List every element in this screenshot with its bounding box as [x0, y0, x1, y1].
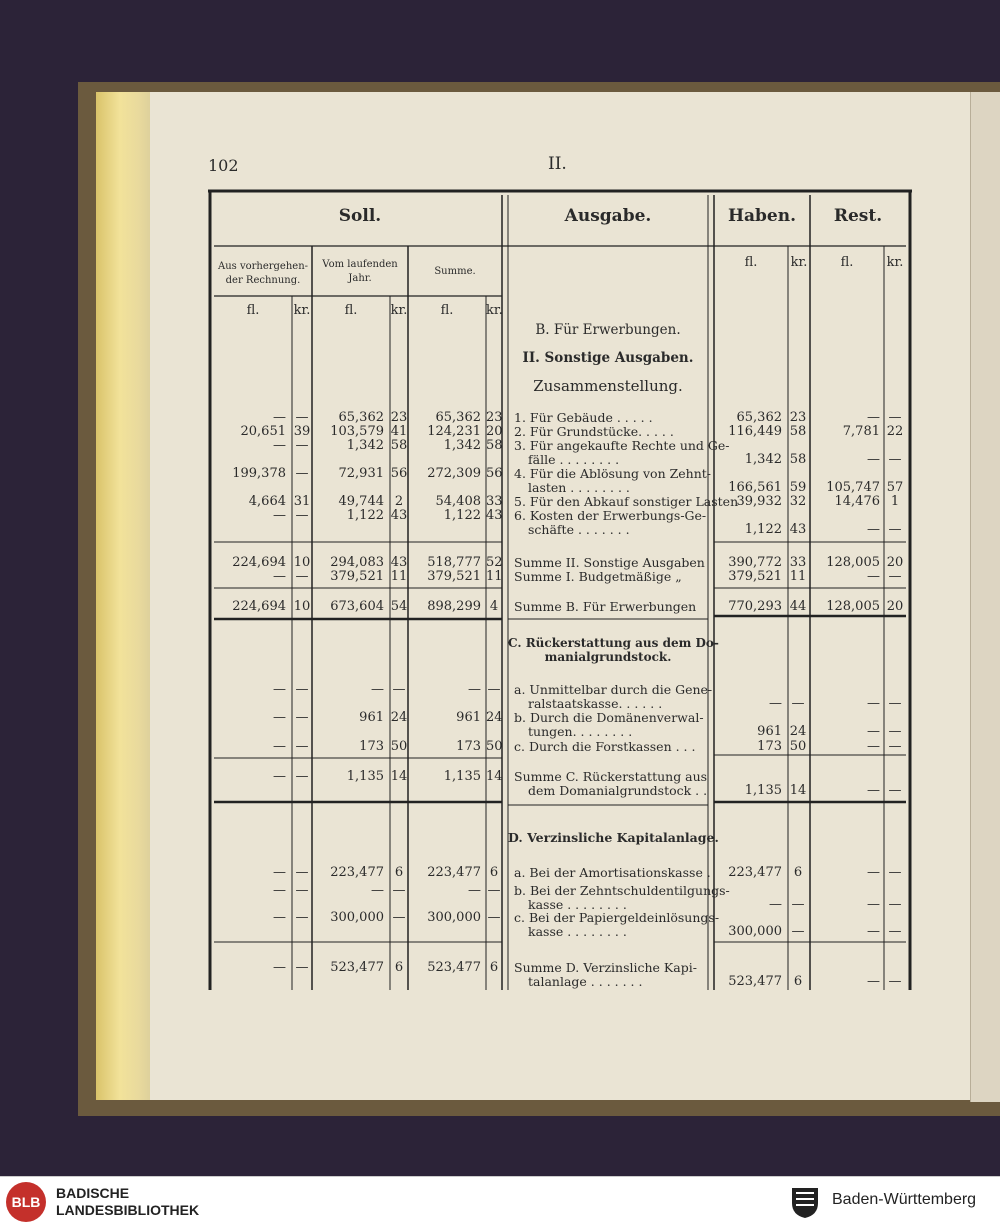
- cell-haben-kr: 6: [793, 865, 803, 880]
- cell-haben-fl: 1,122: [744, 522, 782, 537]
- cell-sum-kr: 43: [486, 508, 503, 523]
- cell-sum-fl: 173: [456, 739, 481, 754]
- cell-sum-kr: 4: [489, 599, 499, 614]
- cell-sum-kr: 14: [486, 769, 503, 784]
- cell-rest-kr: —: [888, 724, 902, 739]
- cell-cur-kr: 14: [390, 769, 408, 784]
- cell-cur-fl: —: [371, 682, 384, 697]
- cell-rest-kr: —: [888, 410, 902, 425]
- cell-prev-kr: —: [295, 910, 309, 925]
- cell-sum-fl: 1,122: [443, 508, 481, 523]
- cell-rest-fl: —: [867, 410, 880, 425]
- cell-haben-kr: 32: [789, 494, 807, 509]
- cell-rest-fl: —: [867, 897, 880, 912]
- unit-kr: kr.: [293, 303, 311, 318]
- cell-prev-kr: 31: [293, 494, 311, 509]
- cell-prev-fl: 224,694: [232, 555, 286, 570]
- header-summe: Summe.: [434, 266, 476, 277]
- header-current-line2: Jahr.: [348, 273, 372, 284]
- cell-prev-fl: —: [273, 769, 286, 784]
- cell-prev-fl: —: [273, 910, 286, 925]
- cell-prev-kr: 10: [293, 555, 311, 570]
- cell-cur-fl: 223,477: [330, 865, 384, 880]
- cell-sum-fl: —: [468, 883, 481, 898]
- cell-prev-fl: —: [273, 508, 286, 523]
- cell-rest-fl: 128,005: [826, 599, 880, 614]
- cell-prev-kr: —: [295, 466, 309, 481]
- row-label: Summe I. Budgetmäßige „: [514, 569, 682, 584]
- cell-rest-fl: —: [867, 865, 880, 880]
- unit-fl: fl.: [840, 255, 854, 270]
- cell-sum-fl: 379,521: [427, 569, 481, 584]
- cell-cur-kr: 54: [390, 599, 408, 614]
- cell-haben-fl: 523,477: [728, 974, 782, 989]
- cell-haben-fl: 300,000: [728, 924, 782, 939]
- cell-prev-fl: —: [273, 883, 286, 898]
- cell-haben-kr: 44: [789, 599, 807, 614]
- row-label: Summe D. Verzinsliche Kapi-: [514, 960, 697, 975]
- section-d-title: D. Verzinsliche Kapitalanlage.: [508, 830, 719, 845]
- library-name-line2: LANDESBIBLIOTHEK: [56, 1202, 200, 1218]
- cell-cur-fl: 49,744: [338, 494, 384, 509]
- cell-sum-fl: 961: [456, 710, 481, 725]
- row-label: 4. Für die Ablösung von Zehnt-: [514, 466, 712, 481]
- cell-haben-fl: 1,342: [744, 452, 782, 467]
- cell-haben-fl: —: [769, 696, 782, 711]
- cell-haben-kr: 59: [789, 480, 807, 495]
- cell-sum-kr: 6: [489, 865, 499, 880]
- cell-sum-kr: 50: [486, 739, 503, 754]
- header-haben: Haben.: [727, 206, 797, 226]
- row-label: kasse . . . . . . . .: [528, 924, 627, 939]
- cell-sum-kr: 24: [486, 710, 503, 725]
- cell-cur-kr: 23: [390, 410, 408, 425]
- cell-sum-kr: —: [487, 682, 501, 697]
- cell-rest-fl: —: [867, 522, 880, 537]
- row-label: Summe II. Sonstige Ausgaben: [514, 555, 705, 570]
- cell-rest-kr: —: [888, 897, 902, 912]
- cell-cur-kr: —: [392, 910, 406, 925]
- cell-prev-fl: —: [273, 739, 286, 754]
- cell-cur-kr: —: [392, 682, 406, 697]
- row-label: a. Bei der Amortisationskasse .: [514, 865, 711, 880]
- cell-cur-kr: 6: [394, 960, 404, 975]
- cell-rest-fl: —: [867, 696, 880, 711]
- row-label: 6. Kosten der Erwerbungs-Ge-: [514, 508, 707, 523]
- cell-rest-fl: —: [867, 724, 880, 739]
- cell-sum-kr: 11: [486, 569, 503, 584]
- cell-sum-fl: 272,309: [427, 466, 481, 481]
- cell-haben-kr: —: [791, 924, 805, 939]
- cell-cur-fl: —: [371, 883, 384, 898]
- cell-prev-fl: —: [273, 960, 286, 975]
- cell-haben-kr: 43: [789, 522, 807, 537]
- cell-prev-fl: —: [273, 438, 286, 453]
- row-label: Summe B. Für Erwerbungen: [514, 599, 697, 614]
- cell-prev-fl: —: [273, 865, 286, 880]
- library-name-line1: BADISCHE: [56, 1185, 130, 1201]
- cell-sum-kr: 6: [489, 960, 499, 975]
- cell-cur-fl: 65,362: [338, 410, 384, 425]
- cell-haben-fl: —: [769, 897, 782, 912]
- cell-haben-fl: 166,561: [728, 480, 782, 495]
- cell-sum-fl: 523,477: [427, 960, 481, 975]
- cell-prev-kr: 39: [293, 424, 311, 439]
- cell-sum-fl: 898,299: [427, 599, 481, 614]
- cell-cur-kr: 43: [390, 508, 408, 523]
- cell-prev-fl: 20,651: [240, 424, 286, 439]
- cell-cur-fl: 673,604: [330, 599, 384, 614]
- cell-rest-kr: —: [888, 452, 902, 467]
- section-c-title-line1: C. Rückerstattung aus dem Do-: [508, 636, 719, 650]
- header-soll: Soll.: [338, 206, 382, 226]
- section-b-summary: Zusammenstellung.: [533, 377, 683, 395]
- cell-cur-fl: 300,000: [330, 910, 384, 925]
- cell-sum-fl: 518,777: [427, 555, 481, 570]
- unit-kr: kr.: [390, 303, 408, 318]
- cell-cur-kr: —: [392, 883, 406, 898]
- cell-prev-kr: —: [295, 569, 309, 584]
- cell-haben-fl: 770,293: [728, 599, 782, 614]
- row-label: dem Domanialgrundstock . .: [528, 783, 708, 798]
- cell-rest-kr: 22: [886, 424, 904, 439]
- state-name[interactable]: Baden-Württemberg: [832, 1191, 977, 1208]
- row-label: b. Durch die Domänenverwal-: [514, 710, 704, 725]
- cell-rest-kr: 20: [886, 599, 904, 614]
- cell-sum-kr: 52: [486, 555, 503, 570]
- cell-haben-kr: —: [791, 696, 805, 711]
- cell-sum-kr: 58: [486, 438, 503, 453]
- cell-rest-kr: 57: [886, 480, 904, 495]
- cell-sum-fl: 1,135: [443, 769, 481, 784]
- cell-prev-kr: —: [295, 410, 309, 425]
- cell-rest-kr: —: [888, 522, 902, 537]
- cell-haben-kr: 23: [789, 410, 807, 425]
- cell-sum-fl: 300,000: [427, 910, 481, 925]
- cell-cur-fl: 72,931: [338, 466, 384, 481]
- cell-cur-fl: 173: [359, 739, 384, 754]
- header-prev-line2: der Rechnung.: [225, 275, 301, 286]
- row-label: kasse . . . . . . . .: [528, 897, 627, 912]
- cell-cur-kr: 56: [390, 466, 408, 481]
- cell-cur-kr: 11: [390, 569, 408, 584]
- cell-prev-kr: —: [295, 769, 309, 784]
- cell-prev-kr: —: [295, 883, 309, 898]
- cell-prev-fl: —: [273, 569, 286, 584]
- cell-rest-kr: 20: [886, 555, 904, 570]
- cell-cur-kr: 50: [390, 739, 408, 754]
- row-label: a. Unmittelbar durch die Gene-: [514, 682, 713, 697]
- unit-fl: fl.: [440, 303, 454, 318]
- cell-haben-kr: 6: [793, 974, 803, 989]
- cell-rest-kr: 1: [890, 494, 900, 509]
- cell-rest-fl: 7,781: [842, 424, 880, 439]
- cell-haben-fl: 223,477: [728, 865, 782, 880]
- row-label: 5. Für den Abkauf sonstiger Lasten: [514, 494, 739, 509]
- row-label: Summe C. Rückerstattung aus: [514, 769, 708, 784]
- row-label: c. Durch die Forstkassen . . .: [514, 739, 696, 754]
- cell-cur-kr: 24: [390, 710, 408, 725]
- cell-cur-fl: 1,342: [346, 438, 384, 453]
- cell-rest-fl: —: [867, 924, 880, 939]
- cell-haben-kr: 58: [789, 424, 807, 439]
- cell-haben-fl: 961: [757, 724, 782, 739]
- row-label: tungen. . . . . . . .: [528, 724, 633, 739]
- cell-rest-kr: —: [888, 974, 902, 989]
- row-label: talanlage . . . . . . .: [528, 974, 643, 989]
- unit-kr: kr.: [790, 255, 808, 270]
- cell-prev-fl: —: [273, 410, 286, 425]
- running-head: II.: [548, 154, 567, 174]
- cell-rest-fl: 128,005: [826, 555, 880, 570]
- cell-haben-fl: 390,772: [728, 555, 782, 570]
- cell-cur-fl: 379,521: [330, 569, 384, 584]
- cell-prev-kr: —: [295, 710, 309, 725]
- cell-prev-fl: 224,694: [232, 599, 286, 614]
- cell-cur-fl: 294,083: [330, 555, 384, 570]
- cell-cur-kr: 58: [390, 438, 408, 453]
- cell-cur-fl: 523,477: [330, 960, 384, 975]
- cell-sum-fl: 1,342: [443, 438, 481, 453]
- section-b-title: B. Für Erwerbungen.: [535, 322, 681, 338]
- cell-sum-kr: 23: [486, 410, 503, 425]
- cell-prev-fl: 4,664: [248, 494, 286, 509]
- header-prev-line1: Aus vorhergehen-: [217, 261, 309, 272]
- cell-cur-fl: 103,579: [330, 424, 384, 439]
- cell-rest-fl: —: [867, 783, 880, 798]
- cell-sum-kr: 56: [486, 466, 503, 481]
- cell-rest-fl: 14,476: [834, 494, 880, 509]
- cell-cur-fl: 1,135: [346, 769, 384, 784]
- cell-rest-fl: —: [867, 974, 880, 989]
- cell-haben-fl: 379,521: [728, 569, 782, 584]
- unit-fl: fl.: [246, 303, 260, 318]
- row-label: fälle . . . . . . . .: [528, 452, 620, 467]
- cell-prev-fl: —: [273, 682, 286, 697]
- cell-rest-fl: —: [867, 452, 880, 467]
- cell-rest-kr: —: [888, 865, 902, 880]
- row-label: b. Bei der Zehntschuldentilgungs-: [514, 883, 730, 898]
- cell-sum-kr: —: [487, 883, 501, 898]
- blb-logo[interactable]: BLB: [6, 1182, 46, 1222]
- library-name[interactable]: [56, 1185, 199, 1219]
- cell-rest-kr: —: [888, 739, 902, 754]
- row-label: ralstaatskasse. . . . . .: [528, 696, 663, 711]
- cell-prev-fl: 199,378: [232, 466, 286, 481]
- cell-cur-kr: 41: [390, 424, 408, 439]
- unit-kr: kr.: [486, 303, 503, 318]
- row-label: lasten . . . . . . . .: [528, 480, 630, 495]
- header-rest: Rest.: [833, 206, 883, 226]
- header-current-line1: Vom laufenden: [322, 259, 398, 270]
- cell-cur-kr: 6: [394, 865, 404, 880]
- cell-rest-kr: —: [888, 569, 902, 584]
- section-b-subtitle: II. Sonstige Ausgaben.: [522, 350, 694, 366]
- footer-bar: [0, 1176, 1000, 1227]
- cell-rest-kr: —: [888, 924, 902, 939]
- cell-prev-kr: —: [295, 438, 309, 453]
- cell-haben-fl: 116,449: [728, 424, 782, 439]
- header-ausgabe: Ausgabe.: [564, 206, 652, 226]
- cell-prev-fl: —: [273, 710, 286, 725]
- page-number: 102: [208, 156, 239, 175]
- cell-haben-kr: 50: [789, 739, 807, 754]
- cell-rest-fl: —: [867, 569, 880, 584]
- cell-cur-kr: 43: [390, 555, 408, 570]
- cell-rest-kr: —: [888, 696, 902, 711]
- cell-haben-kr: 33: [789, 555, 807, 570]
- cell-haben-fl: 173: [757, 739, 782, 754]
- cell-prev-kr: —: [295, 739, 309, 754]
- cell-sum-kr: 20: [486, 424, 503, 439]
- row-label: 2. Für Grundstücke. . . . .: [514, 424, 674, 439]
- row-label: c. Bei der Papiergeldeinlösungs-: [514, 910, 720, 925]
- row-label: 1. Für Gebäude . . . . .: [514, 410, 653, 425]
- cell-cur-fl: 961: [359, 710, 384, 725]
- row-label: schäfte . . . . . . .: [528, 522, 630, 537]
- cell-prev-kr: 10: [293, 599, 311, 614]
- coat-of-arms-icon: [790, 1185, 820, 1219]
- cell-haben-fl: 1,135: [744, 783, 782, 798]
- cell-cur-fl: 1,122: [346, 508, 384, 523]
- cell-sum-fl: 54,408: [435, 494, 481, 509]
- cell-haben-kr: 58: [789, 452, 807, 467]
- unit-kr: kr.: [886, 255, 904, 270]
- cell-haben-kr: 24: [789, 724, 807, 739]
- cell-haben-kr: —: [791, 897, 805, 912]
- cell-prev-kr: —: [295, 508, 309, 523]
- row-label: 3. Für angekaufte Rechte und Ge-: [514, 438, 730, 453]
- cell-rest-fl: 105,747: [826, 480, 880, 495]
- cell-cur-kr: 2: [394, 494, 404, 509]
- cell-prev-kr: —: [295, 960, 309, 975]
- cell-prev-kr: —: [295, 682, 309, 697]
- unit-fl: fl.: [344, 303, 358, 318]
- cell-haben-kr: 14: [789, 783, 807, 798]
- cell-sum-kr: —: [487, 910, 501, 925]
- cell-rest-fl: —: [867, 739, 880, 754]
- cell-sum-fl: 124,231: [427, 424, 481, 439]
- cell-sum-fl: 65,362: [435, 410, 481, 425]
- cell-rest-kr: —: [888, 783, 902, 798]
- cell-prev-kr: —: [295, 865, 309, 880]
- cell-haben-fl: 65,362: [736, 410, 782, 425]
- cell-sum-fl: —: [468, 682, 481, 697]
- unit-fl: fl.: [744, 255, 758, 270]
- cell-haben-kr: 11: [789, 569, 807, 584]
- cell-haben-fl: 39,932: [736, 494, 782, 509]
- cell-sum-fl: 223,477: [427, 865, 481, 880]
- cell-sum-kr: 33: [486, 494, 503, 509]
- section-c-title-line2: manialgrundstock.: [544, 650, 672, 664]
